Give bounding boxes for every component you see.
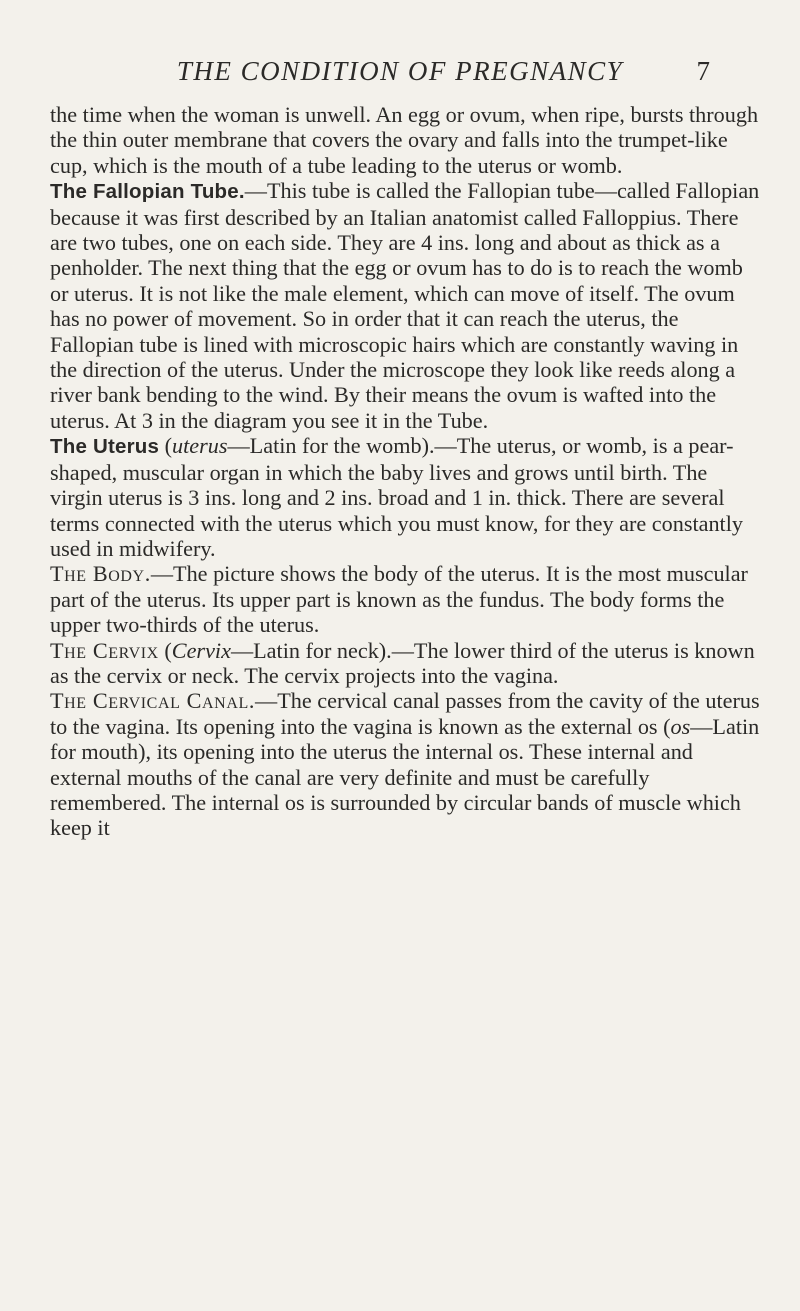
heading-fallopian-tube: The Fallopian Tube.	[50, 180, 245, 204]
paragraph-cervical-canal-text-b: —Latin for mouth), its opening into the uterus the internal os. These internal and external mouths of the canal are very definite and must be carefully remembered. The internal os is surrounded by circular bands of muscle which keep it	[50, 713, 760, 841]
paren-open-uterus: (	[159, 433, 173, 459]
paragraph-fallopian-tube-text: —This tube is called the Fallopian tube—called Fallopian because it was first described by an Italian anatomist called Falloppius. There are two tubes, one on each side. They are 4 ins. long and about as thick as a penholder. The next thing that the egg or ovum has to do is to reach the womb or uterus. It is not like the male element, which can move of itself. The ovum has no power of movement. So in order that it can reach the uterus, the Fallopian tube is lined with microscopic hairs which are constantly waving in the direction of the uterus. Under the microscope they look like reeds along a river bank bending to the wind. By their means the ovum is wafted into the uterus. At 3 in the diagram you see it in the Tube.	[50, 178, 760, 433]
running-title: THE CONDITION OF PREGNANCY	[176, 56, 624, 86]
paragraph-cervix	[50, 638, 762, 689]
paragraph-body-text: —The picture shows the body of the uterus. It is the most muscular part of the uterus. Its upper part is known as the fundus. The body forms the upper two-thirds of the uterus.	[50, 561, 748, 638]
latin-os: os	[670, 713, 691, 739]
paragraph-cervical-canal	[50, 688, 762, 840]
paragraph-fallopian-tube	[50, 178, 762, 433]
paragraph-cervix-text: —Latin for neck).—The lower third of the uterus is known as the cervix or neck. The cervix projects into the vagina.	[50, 637, 755, 688]
heading-uterus: The Uterus	[50, 435, 160, 459]
paragraph-uterus-text: —Latin for the womb).—The uterus, or womb, is a pear-shaped, muscular organ in which the baby lives and grows until birth. The virgin uterus is 3 ins. long and 2 ins. broad and 1 in. thick. There are several terms connected with the uterus which you must know, for they are constantly used in midwifery.	[50, 433, 743, 561]
paragraph-body	[50, 561, 762, 637]
body-text	[50, 102, 762, 841]
paragraph-1-text: the time when the woman is unwell. An egg or ovum, when ripe, bursts through the thin outer membrane that covers the ovary and falls into the trumpet-like cup, which is the mouth of a tube leading to the uterus or womb.	[50, 102, 759, 178]
page-number: 7	[696, 56, 710, 86]
latin-uterus: uterus	[172, 433, 228, 459]
latin-cervix: Cervix	[171, 637, 231, 663]
paragraph-uterus	[50, 433, 762, 561]
paragraph-1	[50, 102, 762, 178]
heading-body: The Body.	[50, 561, 151, 587]
paragraph-cervical-canal-text-a: —The cervical canal passes from the cavity of the uterus to the vagina. Its opening into the vagina is known as the external os (	[50, 688, 760, 739]
heading-cervical-canal: The Cervical Canal.	[50, 688, 256, 714]
running-head	[0, 56, 800, 96]
heading-cervix: The Cervix	[50, 637, 159, 663]
paren-open-cervix: (	[158, 637, 172, 663]
